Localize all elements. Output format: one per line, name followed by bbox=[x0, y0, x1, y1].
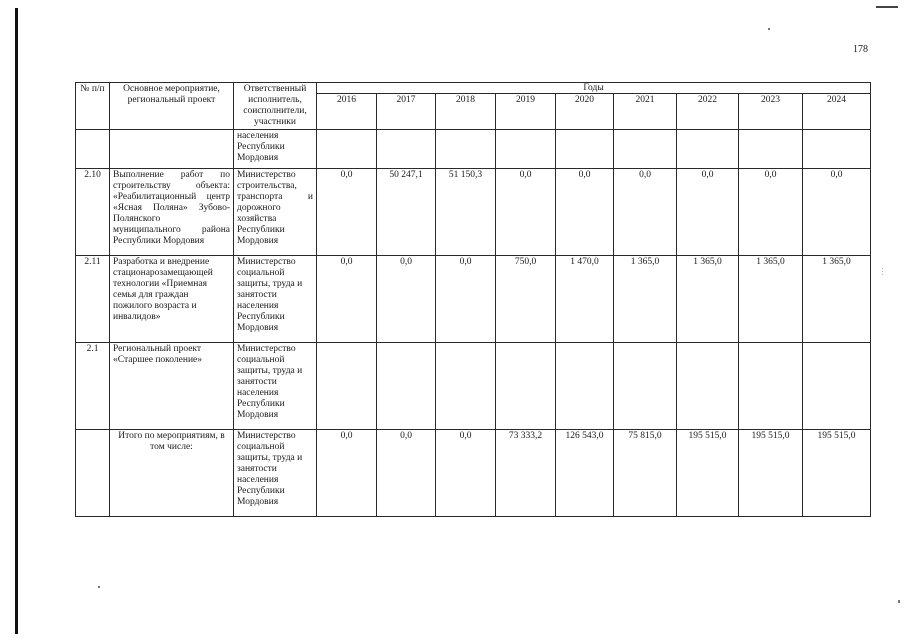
value-cell bbox=[436, 343, 496, 430]
value-cell: 0,0 bbox=[377, 430, 436, 517]
value-cell: 0,0 bbox=[317, 256, 377, 343]
scan-speck bbox=[768, 28, 770, 30]
value-cell bbox=[436, 130, 496, 169]
value-cell: 0,0 bbox=[677, 169, 739, 256]
table-row-total bbox=[76, 430, 871, 517]
value-cell: 0,0 bbox=[803, 169, 871, 256]
row-event: Выполнение работ по строительству объекта: «Реабилитационный центр «Ясная Поляна» Зубово-Полянского муниципального района Республики Мордовия bbox=[110, 169, 234, 256]
value-cell: 750,0 bbox=[496, 256, 556, 343]
row-event: Разработка и внедрение стационарозамещающей технологии «Приемная семья для граждан пожилого возраста и инвалидов» bbox=[110, 256, 234, 343]
row-number bbox=[76, 430, 110, 517]
value-cell: 1 365,0 bbox=[677, 256, 739, 343]
value-cell: 0,0 bbox=[436, 430, 496, 517]
value-cell: 0,0 bbox=[556, 169, 614, 256]
value-cell: 0,0 bbox=[739, 169, 803, 256]
row-event: Региональный проект «Старшее поколение» bbox=[110, 343, 234, 430]
col-header-num: № п/п bbox=[76, 83, 110, 130]
value-cell bbox=[377, 343, 436, 430]
year-header: 2016 bbox=[317, 94, 377, 130]
year-header: 2017 bbox=[377, 94, 436, 130]
value-cell bbox=[677, 343, 739, 430]
value-cell: 1 470,0 bbox=[556, 256, 614, 343]
row-number bbox=[76, 130, 110, 169]
row-number: 2.1 bbox=[76, 343, 110, 430]
value-cell: 75 815,0 bbox=[614, 430, 677, 517]
scan-speck bbox=[98, 586, 100, 588]
value-cell bbox=[803, 343, 871, 430]
value-cell: 0,0 bbox=[317, 430, 377, 517]
scan-margin-note: ... bbox=[880, 268, 888, 277]
value-cell: 0,0 bbox=[436, 256, 496, 343]
value-cell: 195 515,0 bbox=[739, 430, 803, 517]
row-event: Итого по мероприятиям, в том числе: bbox=[110, 430, 234, 517]
value-cell: 50 247,1 bbox=[377, 169, 436, 256]
value-cell: 0,0 bbox=[614, 169, 677, 256]
value-cell: 1 365,0 bbox=[614, 256, 677, 343]
value-cell: 195 515,0 bbox=[803, 430, 871, 517]
value-cell: 126 543,0 bbox=[556, 430, 614, 517]
value-cell bbox=[556, 343, 614, 430]
value-cell: 1 365,0 bbox=[803, 256, 871, 343]
row-responsible: Министерство социальной защиты, труда и занятости населения Республики Мордовия bbox=[234, 256, 317, 343]
value-cell: 1 365,0 bbox=[739, 256, 803, 343]
row-responsible: Министерство социальной защиты, труда и занятости населения Республики Мордовия bbox=[234, 343, 317, 430]
year-header: 2019 bbox=[496, 94, 556, 130]
row-responsible: населения Республики Мордовия bbox=[234, 130, 317, 169]
year-header: 2018 bbox=[436, 94, 496, 130]
value-cell: 51 150,3 bbox=[436, 169, 496, 256]
value-cell bbox=[614, 343, 677, 430]
value-cell bbox=[496, 343, 556, 430]
col-header-event: Основное мероприятие, региональный проект bbox=[110, 83, 234, 130]
scan-mark bbox=[876, 6, 898, 8]
row-responsible: Министерство строительства, транспорта и дорожного хозяйства Республики Мордовия bbox=[234, 169, 317, 256]
scan-speck bbox=[898, 600, 900, 603]
row-responsible: Министерство социальной защиты, труда и занятости населения Республики Мордовия bbox=[234, 430, 317, 517]
value-cell: 195 515,0 bbox=[677, 430, 739, 517]
budget-table bbox=[75, 82, 871, 517]
col-header-responsible: Ответственный исполнитель, соисполнители, участники bbox=[234, 83, 317, 130]
year-header: 2023 bbox=[739, 94, 803, 130]
value-cell bbox=[677, 130, 739, 169]
year-header: 2021 bbox=[614, 94, 677, 130]
row-event bbox=[110, 130, 234, 169]
value-cell bbox=[739, 130, 803, 169]
year-header: 2024 bbox=[803, 94, 871, 130]
value-cell bbox=[614, 130, 677, 169]
value-cell: 0,0 bbox=[317, 169, 377, 256]
row-number: 2.10 bbox=[76, 169, 110, 256]
value-cell bbox=[739, 343, 803, 430]
value-cell bbox=[803, 130, 871, 169]
scan-edge-bar bbox=[15, 8, 18, 634]
table-row bbox=[76, 169, 871, 256]
col-header-years-group: Годы bbox=[317, 83, 871, 94]
year-header: 2020 bbox=[556, 94, 614, 130]
year-header: 2022 bbox=[677, 94, 739, 130]
page-number: 178 bbox=[853, 44, 868, 55]
value-cell: 73 333,2 bbox=[496, 430, 556, 517]
value-cell bbox=[317, 343, 377, 430]
table-row bbox=[76, 130, 871, 169]
row-number: 2.11 bbox=[76, 256, 110, 343]
value-cell bbox=[377, 130, 436, 169]
value-cell: 0,0 bbox=[377, 256, 436, 343]
value-cell bbox=[317, 130, 377, 169]
value-cell bbox=[556, 130, 614, 169]
value-cell bbox=[496, 130, 556, 169]
table-row bbox=[76, 343, 871, 430]
value-cell: 0,0 bbox=[496, 169, 556, 256]
table-row bbox=[76, 256, 871, 343]
header-row-1 bbox=[76, 83, 871, 94]
